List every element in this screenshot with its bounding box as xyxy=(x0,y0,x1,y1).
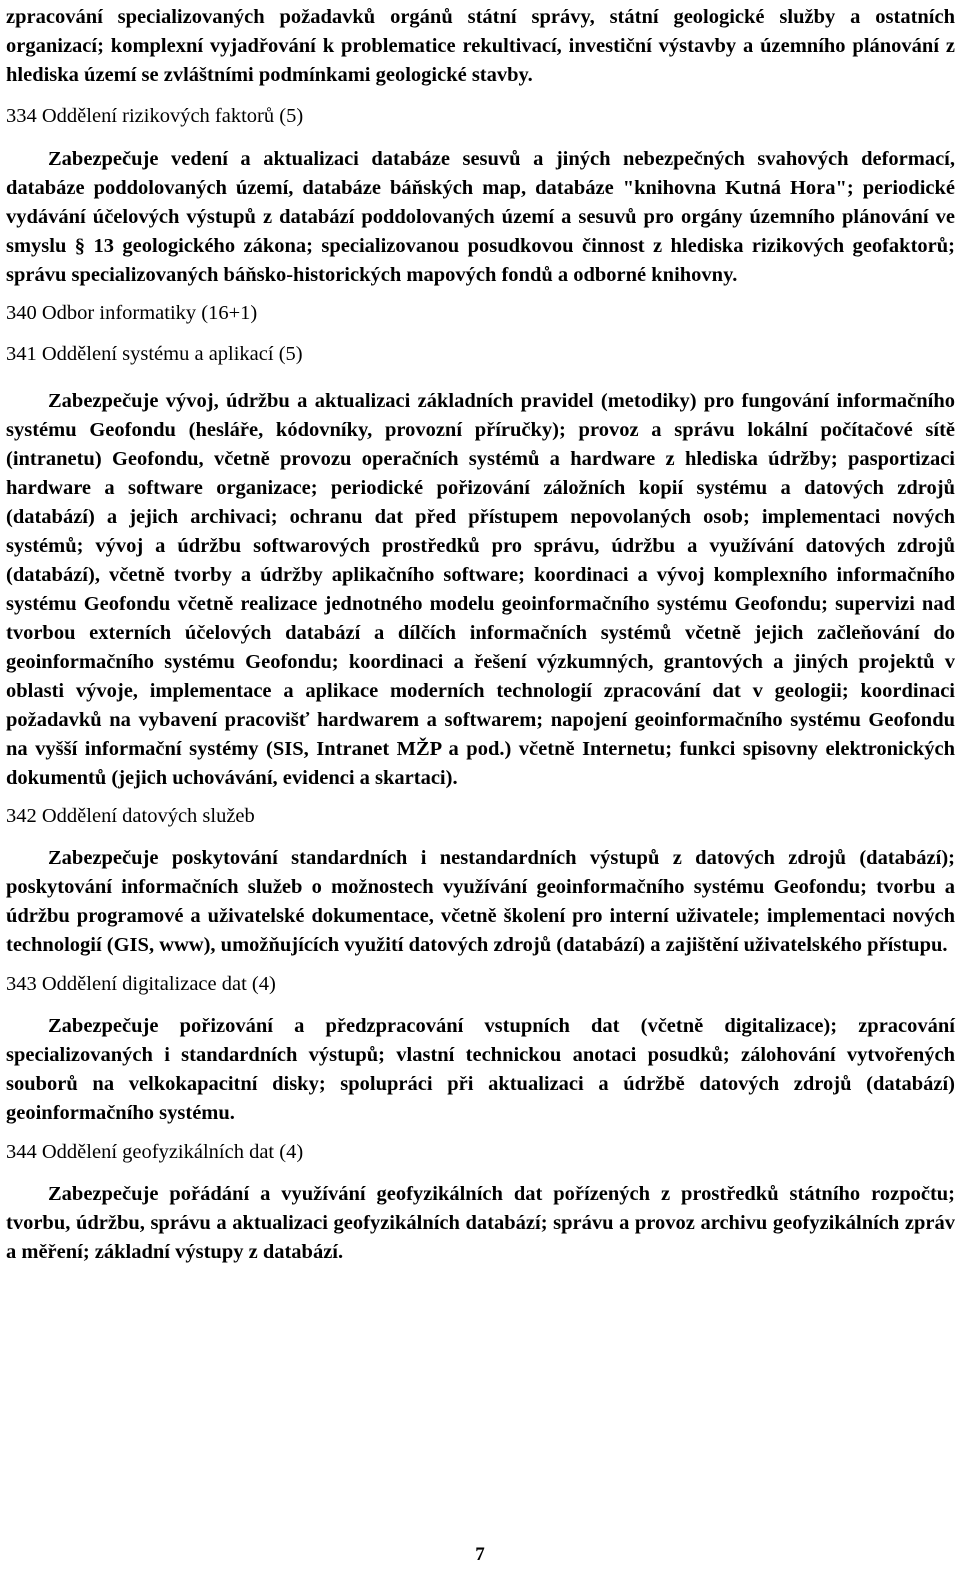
section-heading-344: 344 Oddělení geofyzikálních dat (4) xyxy=(6,1141,304,1163)
section-heading-342: 342 Oddělení datových služeb xyxy=(6,805,255,827)
document-page xyxy=(6,0,955,1267)
section-heading-334: 334 Oddělení rizikových faktorů (5) xyxy=(6,105,304,127)
section-heading-340: 340 Odbor informatiky (16+1) xyxy=(6,302,258,324)
section-heading-343: 343 Oddělení digitalizace dat (4) xyxy=(6,973,276,995)
section-heading-341: 341 Oddělení systému a aplikací (5) xyxy=(6,343,303,365)
section-body-344: Zabezpečuje pořádání a využívání geofyzikálních dat pořízených z prostředků státního rozpočtu; tvorbu, údržbu, správu a aktualizaci geofyzikálních databází; správu a provoz archivu geofyzikálních zpráv a měření; základní výstupy z databází. xyxy=(6,1183,955,1263)
page-number: 7 xyxy=(475,1544,485,1565)
section-body-341: Zabezpečuje vývoj, údržbu a aktualizaci základních pravidel (metodiky) pro fungování informačního systému Geofondu (hesláře, kódovníky, provozní příručky); provoz a správu lokální počítačové sítě (intranetu) Geofondu, včetně provozu operačních systémů a hardware z hlediska údržby; pasportizaci hardware a software organizace; periodické pořizování záložních kopií systému a datových zdrojů (databází) a jejich archivaci; ochranu dat před přístupem nepovolaných osob; implementaci nových systémů; vývoj a údržbu softwarových prostředků pro správu, údržbu a využívání datových zdrojů (databází), včetně tvorby a údržby aplikačního software; koordinaci a vývoj komplexního informačního systému Geofondu včetně realizace jednotného modelu geoinformačního systému Geofondu; supervizi nad tvorbou externích účelových databází a dílčích informačních systémů včetně jejich začleňování do geoinformačního systému Geofondu; koordinaci a řešení výzkumných, grantových a jiných projektů v oblasti vývoje, implementace a aplikace moderních technologií zpracování dat v geologii; koordinaci požadavků na vybavení pracovišť hardwarem a softwarem; napojení geoinformačního systému Geofondu na vyšší informační systémy (SIS, Intranet MŽP a pod.) včetně Internetu; funkci spisovny elektronických dokumentů (jejich uchovávání, evidenci a skartaci). xyxy=(6,390,955,789)
section-body-342: Zabezpečuje poskytování standardních i nestandardních výstupů z datových zdrojů (databází); poskytování informačních služeb o možnostech využívání geoinformačního systému Geofondu; tvorbu a údržbu programové a uživatelské dokumentace, včetně školení pro interní uživatele; implementaci nových technologií (GIS, www), umožňujících využití datových zdrojů (databází) a zajištění uživatelského přístupu. xyxy=(6,847,955,956)
intro-paragraph: zpracování specializovaných požadavků orgánů státní správy, státní geologické služby a ostatních organizací; komplexní vyjadřování k problematice rekultivací, investiční výstavby a územního plánování z hlediska území se zvláštními podmínkami geologické stavby. xyxy=(6,6,955,86)
section-body-334: Zabezpečuje vedení a aktualizaci databáze sesuvů a jiných nebezpečných svahových deformací, databáze poddolovaných území, databáze báňských map, databáze "knihovna Kutná Hora"; periodické vydávání účelových výstupů z databází poddolovaných území a sesuvů pro orgány územního plánování ve smyslu § 13 geologického zákona; specializovanou posudkovou činnost z hlediska rizikových geofaktorů; správu specializovaných báňsko-historických mapových fondů a odborné knihovny. xyxy=(6,148,955,286)
section-body-343: Zabezpečuje pořizování a předzpracování vstupních dat (včetně digitalizace); zpracování specializovaných i standardních výstupů; vlastní technickou anotaci posudků; zálohování vytvořených souborů na velkokapacitní disky; spolupráci při aktualizaci a údržbě datových zdrojů (databází) geoinformačního systému. xyxy=(6,1015,955,1124)
